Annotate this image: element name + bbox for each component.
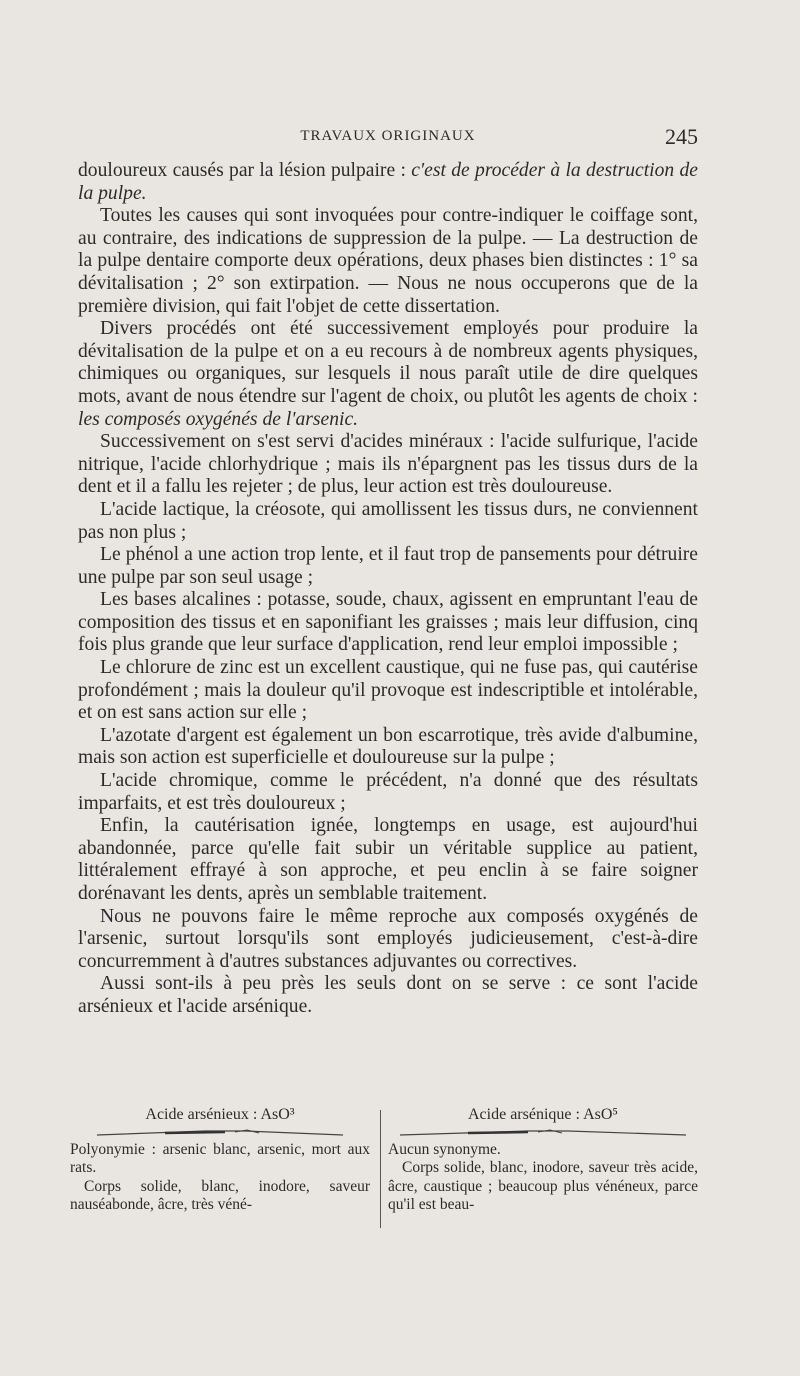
flourish-ornament	[398, 1129, 688, 1137]
paragraph: Les bases alcalines : potasse, soude, chaux, agissent en empruntant l'eau de composition des tissus et en saponifiant les graisses ; mais leur diffusion, cinq fois plus grande que leur surface d'application, rend leur emploi impossible ;	[78, 589, 698, 656]
paragraph	[78, 160, 698, 205]
paragraph: Nous ne pouvons faire le même reproche aux composés oxygénés de l'arsenic, surtout lorsqu'ils sont employés judicieusement, c'est-à-dire concurremment à d'autres substances adjuvantes ou correctives.	[78, 905, 698, 972]
body-text	[78, 160, 698, 1019]
paragraph: Enfin, la cautérisation ignée, longtemps en usage, est aujourd'hui abandonnée, parce qu'elle fait subir un véritable supplice au patient, littéralement effrayé à son approche, et peu enclin à se faire soigner dorénavant les dents, après un semblable traitement.	[78, 815, 698, 904]
column-paragraph: Polyonymie : arsenic blanc, arsenic, mort aux rats.	[70, 1140, 370, 1176]
paragraph: Toutes les causes qui sont invoquées pour contre-indiquer le coiffage sont, au contraire, des indications de suppression de la pulpe. — La destruction de la pulpe dentaire comporte deux opérations, deux phases bien distinctes : 1° sa dévitalisation ; 2° son extirpation. — Nous ne nous occuperons que de la première division, qui fait l'objet de cette dissertation.	[78, 205, 698, 317]
column-arsenious-acid	[70, 1106, 370, 1215]
paragraph: Le chlorure de zinc est un excellent caustique, qui ne fuse pas, qui cautérise profondément ; mais la douleur qu'il provoque est indescriptible et intolérable, et on est sans action sur elle ;	[78, 657, 698, 724]
column-paragraph: Aucun synonyme.	[388, 1140, 501, 1158]
paragraph: Successivement on s'est servi d'acides minéraux : l'acide sulfurique, l'acide nitrique, l'acide chlorhydrique ; mais ils n'épargnent pas les tissus durs de la dent et il a fallu les rejeter ; de plus, leur action est très douloureuse.	[78, 431, 698, 498]
paragraph	[78, 318, 698, 431]
paragraph: L'acide chromique, comme le précédent, n'a donné que des résultats imparfaits, et est très douloureux ;	[78, 770, 698, 814]
paragraph: Le phénol a une action trop lente, et il faut trop de pansements pour détruire une pulpe par son seul usage ;	[78, 544, 698, 588]
running-title: TRAVAUX ORIGINAUX	[300, 128, 476, 144]
two-column-section	[70, 1106, 710, 1236]
running-head	[78, 124, 698, 154]
emphasis-text: les composés oxygénés de l'arsenic.	[78, 408, 359, 430]
paragraph-text: Divers procédés ont été successivement employés pour produire la dévitalisation de la pulpe et on a eu recours à de nombreux agents physiques, chimiques ou organiques, sur lesquels il nous paraît utile de dire quelques mots, avant de nous étendre sur l'agent de choix, ou plutôt les agents de choix :	[78, 318, 698, 407]
column-heading: Acide arsénieux : AsO³	[145, 1106, 295, 1123]
flourish-ornament	[95, 1129, 345, 1137]
paragraph: L'azotate d'argent est également un bon escarrotique, très avide d'albumine, mais son action est superficielle et douloureuse sur la pulpe ;	[78, 724, 698, 769]
column-heading: Acide arsénique : AsO⁵	[468, 1106, 618, 1123]
column-paragraph: Corps solide, blanc, inodore, saveur très acide, âcre, caustique ; beaucoup plus vénéneux, parce qu'il est beau-	[388, 1159, 698, 1213]
emphasis-text: c'est de procéder à la destruction de la pulpe.	[78, 160, 698, 204]
page-number: 245	[665, 124, 698, 149]
paragraph: L'acide lactique, la créosote, qui amollissent les tissus durs, ne conviennent pas non plus ;	[78, 498, 698, 543]
column-paragraph: Corps solide, blanc, inodore, saveur nauséabonde, âcre, très véné-	[70, 1177, 370, 1213]
paragraph-text: douloureux causés par la lésion pulpaire :	[78, 160, 412, 181]
paragraph: Aussi sont-ils à peu près les seuls dont on se serve : ce sont l'acide arsénieux et l'acide arsénique.	[78, 973, 698, 1017]
column-arsenic-acid	[388, 1106, 698, 1215]
column-divider	[380, 1110, 381, 1228]
